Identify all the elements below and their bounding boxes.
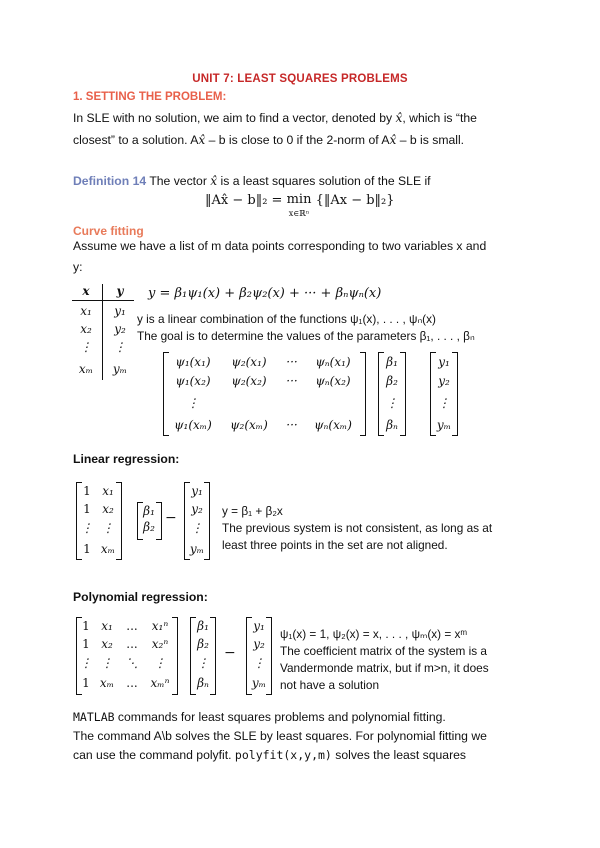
polynomial-regression-heading: Polynomial regression: — [73, 590, 208, 604]
matlab-line-1: MATLAB commands for least squares problems and polynomial fitting. — [73, 710, 446, 724]
intro-line-1: In SLE with no solution, we aim to find a vector, denoted by x̂, which is “the — [73, 111, 477, 125]
linear-regression-heading: Linear regression: — [73, 452, 180, 466]
data-points-table: x y x₁ y₁ x₂ y₂ ⋮ ⋮ xₘ yₘ — [72, 284, 134, 301]
poly-desc-3: Vandermonde matrix, but if m>n, it does — [280, 661, 489, 675]
intro-paragraph — [73, 107, 533, 151]
curve-fitting-heading: Curve fitting — [73, 224, 144, 238]
poly-desc-2: The coefficient matrix of the system is a — [280, 644, 487, 658]
curve-desc-1: y is a linear combination of the functions ψ₁(x), . . . , ψₙ(x) — [137, 312, 436, 326]
linear-desc-1: y = β₁ + β₂x — [222, 504, 283, 518]
intro-line-2: closest” to a solution. Ax̂ – b is close to 0 if the 2-norm of Ax̂ – b is small. — [73, 133, 465, 147]
curve-fitting-intro: Assume we have a list of m data points corresponding to two variables x and y: — [73, 239, 487, 274]
model-formula: y = β₁ψ₁(x) + β₂ψ₂(x) + ··· + βₙψₙ(x) — [148, 286, 382, 301]
linear-desc-3: least three points in the set are not aligned. — [222, 538, 448, 552]
linear-minus: − — [165, 510, 177, 526]
poly-desc-1: ψ₁(x) = 1, ψ₂(x) = x, . . . , ψₘ(x) = xᵐ — [280, 627, 468, 641]
section-heading-setting: 1. SETTING THE PROBLEM: — [73, 91, 227, 103]
matlab-paragraph — [73, 708, 543, 765]
definition-formula: ‖Ax̂ − b‖₂ = min x∈ℝⁿ {‖Ax − b‖₂} — [205, 192, 395, 218]
curve-desc-2: The goal is to determine the values of the parameters β₁, . . . , βₙ — [137, 329, 475, 343]
poly-minus: − — [224, 645, 236, 661]
matlab-line-3: can use the command polyfit. polyfit(x,y,m) solves the least squares — [73, 748, 466, 762]
xhat-symbol: x̂ — [395, 111, 403, 125]
page-title: UNIT 7: LEAST SQUARES PROBLEMS — [192, 73, 408, 85]
matlab-line-2: The command A\b solves the SLE by least squares. For polynomial fitting we — [73, 729, 487, 743]
linear-desc-2: The previous system is not consistent, as long as at — [222, 521, 493, 535]
definition-label: Definition 14 — [73, 174, 147, 188]
definition-line: Definition 14 The vector x̂ is a least squares solution of the SLE if — [73, 174, 431, 188]
poly-desc-4: not have a solution — [280, 678, 380, 692]
